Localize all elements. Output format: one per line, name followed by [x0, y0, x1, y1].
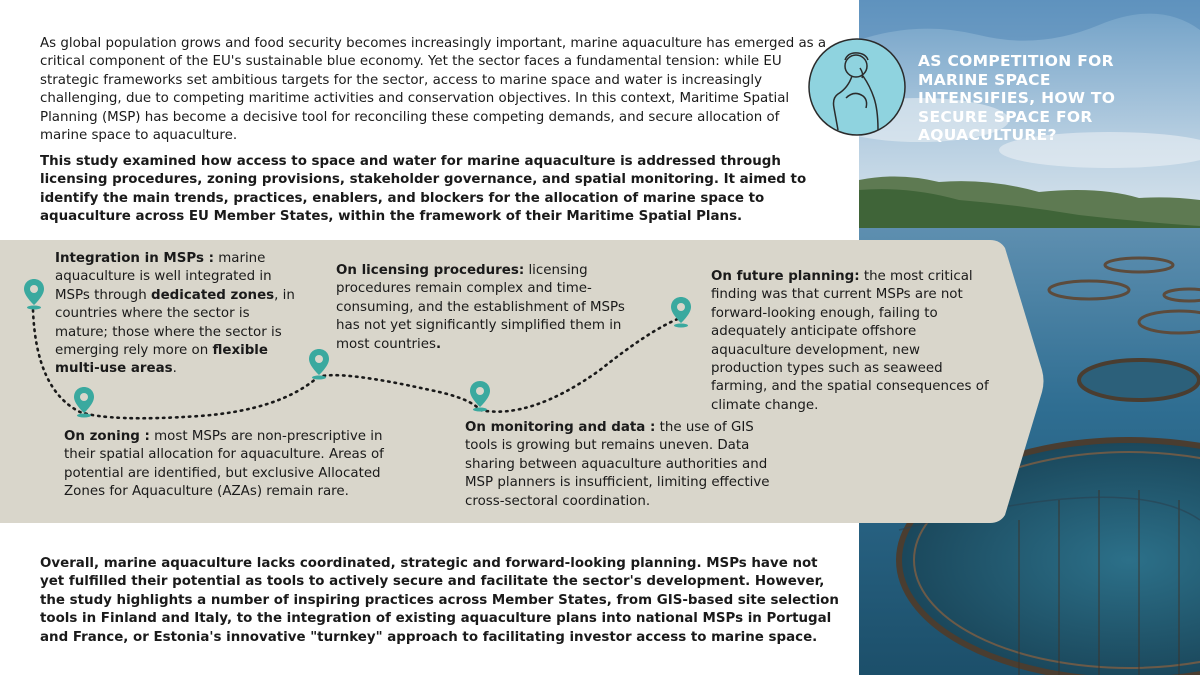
finding-monitoring: On monitoring and data : the use of GIS tools is growing but remains uneven. Data sharing between aquaculture authorities and MSP planners is insufficient, limiting effective cross-sectoral coordination.	[465, 420, 770, 509]
map-pin-icon	[308, 348, 330, 380]
conclusion-paragraph: Overall, marine aquaculture lacks coordinated, strategic and forward-looking planning. MSPs have not yet fulfilled their potential as tools to actively secure and facilitate the sector's development. However, the study highlights a number of inspiring practices across Member States, from GIS-based site selection tools in Finland and Italy, to the integration of existing aquaculture plans into national MSPs in Portugal and France, or Estonia's innovative "turnkey" approach to facilitating investor access to marine space.	[40, 556, 839, 645]
finding-integration: Integration in MSPs : marine aquaculture is well integrated in MSPs through dedicated zones, in countries where the sector is mature; those where the sector is emerging rely more on flexible multi-use areas.	[55, 251, 295, 377]
intro-paragraph: As global population grows and food security becomes increasingly important, marine aquaculture has emerged as a critical component of the EU's sustainable blue economy. Yet the sector faces a fundamental tension: while EU strategic frameworks set ambitious targets for the sector, access to marine space and water is increasingly challenging, due to competing maritime activities and conservation objectives. In this context, Maritime Spatial Planning (MSP) has become a decisive tool for reconciling these competing demands, and secure allocation of marine space to aquaculture.	[40, 36, 827, 144]
map-pin-icon	[73, 386, 95, 418]
finding-licensing: On licensing procedures: licensing procedures remain complex and time-consuming, and the establishment of MSPs has not yet significantly simplified them in most countries.	[336, 263, 625, 352]
finding-heading: Integration in MSPs :	[55, 251, 214, 266]
map-pin-icon	[469, 380, 491, 412]
study-aim-paragraph: This study examined how access to space and water for marine aquaculture is addressed through licensing procedures, zoning provisions, stakeholder governance, and spatial monitoring. It aimed to identify the main trends, practices, enablers, and blockers for the allocation of marine space to aquaculture across EU Member States, within the framework of their Maritime Spatial Plans.	[40, 154, 807, 225]
finding-future: On future planning: the most critical finding was that current MSPs are not forward-looking enough, failing to adequately anticipate offshore aquaculture development, new production types such as seaweed farming, and the spatial consequences of climate change.	[711, 269, 989, 413]
finding-heading: On future planning:	[711, 269, 860, 284]
finding-heading: On monitoring and data :	[465, 420, 656, 435]
finding-zoning: On zoning : most MSPs are non-prescriptive in their spatial allocation for aquaculture. Areas of potential are identified, but exclusive Allocated Zones for Aquaculture (AZAs) remain rare.	[64, 429, 384, 500]
finding-heading: On zoning :	[64, 429, 150, 444]
thinking-person-icon	[808, 38, 906, 136]
finding-heading: On licensing procedures:	[336, 263, 525, 278]
map-pin-icon	[23, 278, 45, 310]
key-question: AS COMPETITION FOR MARINE SPACE INTENSIFIES, HOW TO SECURE SPACE FOR AQUACULTURE?	[918, 52, 1116, 144]
map-pin-icon	[670, 296, 692, 328]
